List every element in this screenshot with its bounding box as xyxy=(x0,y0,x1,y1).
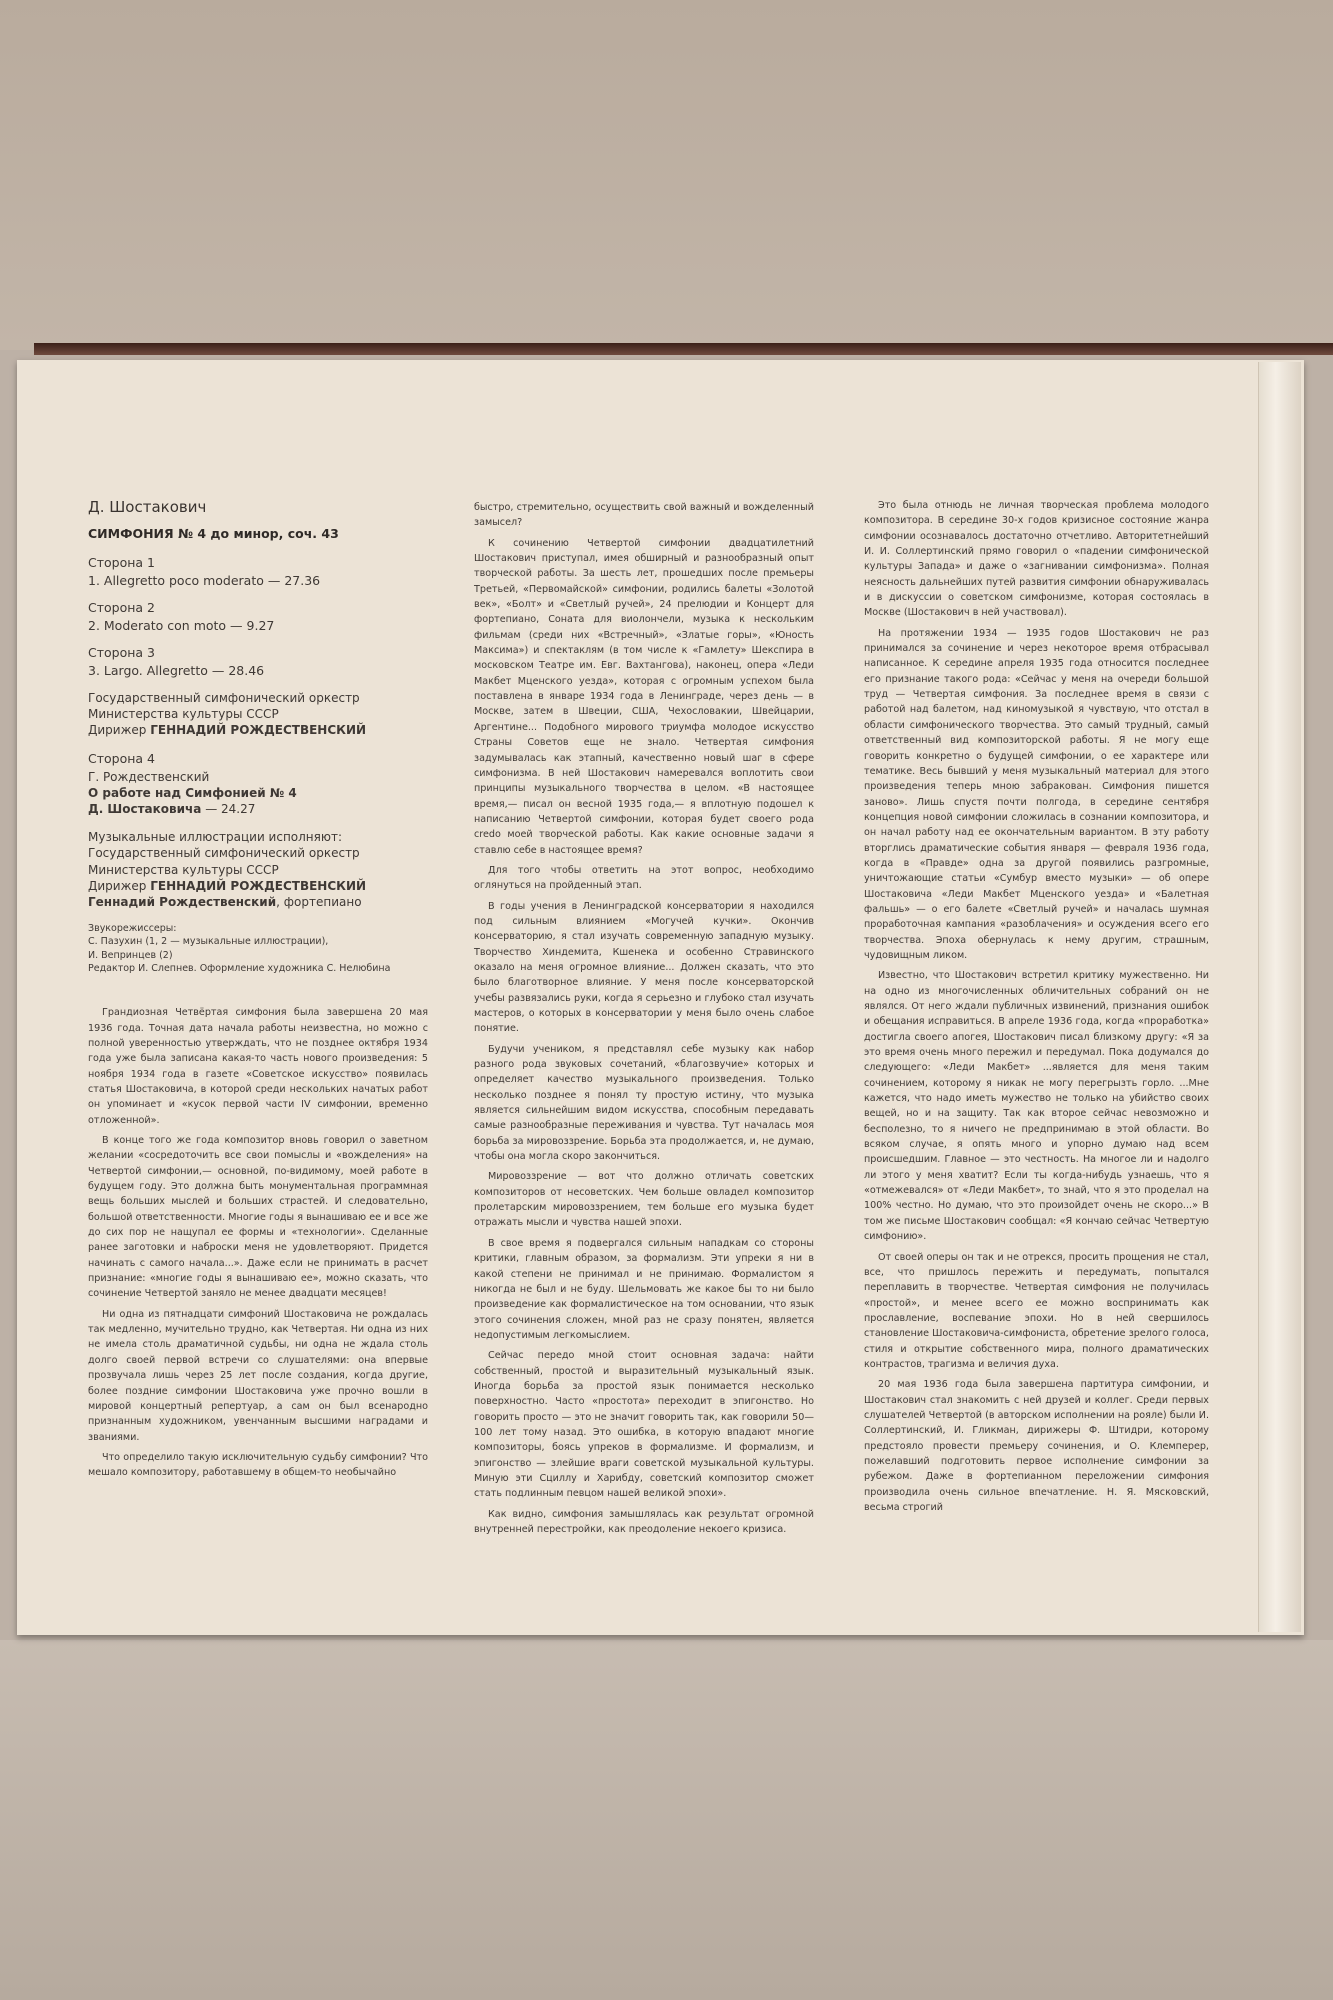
dark-shelf-edge xyxy=(34,343,1333,355)
illustrations-orchestra: Государственный симфонический оркестр xyxy=(88,846,360,861)
column-2 xyxy=(474,500,814,1537)
side-3-track: 3. Largo. Allegretto — 28.46 xyxy=(88,663,265,678)
sleeve-fold-edge xyxy=(1258,362,1301,1632)
symphony-title: СИМФОНИЯ № 4 до минор, соч. 43 xyxy=(88,526,339,541)
paragraph: Ни одна из пятнадцати симфоний Шостаковича не рождалась так медленно, мучительно трудно, как Четвертая. Ни одна из них не имела столь драматичной судьбы, ни одна не ждала столь долго своей первой встречи со слушателями: она впервые прозвучала лишь через 25 лет после создания, когда другие, более поздние симфонии Шостаковича уже прочно вошли в мировой концертный репертуар, а сам он был всенародно признанным художником, увенчанным высшими наградами и званиями. xyxy=(88,1308,428,1443)
composer-name: Д. Шостакович xyxy=(88,498,207,516)
background-top xyxy=(0,0,1333,350)
illustrations-intro: Музыкальные иллюстрации исполняют: xyxy=(88,830,343,845)
engineer-2: И. Вепринцев (2) xyxy=(88,949,173,961)
illustrations-ministry: Министерства культуры СССР xyxy=(88,862,279,877)
paragraph: Грандиозная Четвёртая симфония была завершена 20 мая 1936 года. Точная дата начала работы неизвестна, но можно с полной уверенностью утверждать, что не позднее октября 1934 года уже была записана какая-то часть нового произведения: 5 ноября 1934 года в газете «Советское искусство» появилась статья Шостаковича, в которой среди нескольких начатых работ он упоминает и «кусок первой части IV симфонии, временно отложенной». xyxy=(88,1007,428,1126)
illustrations-pianist: Геннадий Рождественский, фортепиано xyxy=(88,894,362,909)
orchestra-ministry: Министерства культуры СССР xyxy=(88,707,279,722)
orchestra-name: Государственный симфонический оркестр xyxy=(88,691,360,705)
paragraph: Как видно, симфония замышлялась как результат огромной внутренней перестройки, как преодоление некоего кризиса. xyxy=(474,1508,814,1535)
engineers-label: Звукорежиссеры: xyxy=(88,923,177,935)
side-4-label: Сторона 4 xyxy=(88,750,155,766)
background-bottom xyxy=(0,1640,1333,2000)
paragraph: Будучи учеником, я представлял себе музыку как набор разного рода звуковых сочетаний, «благозвучие» которых и определяет качество музыкального произведения. Только несколько позднее я понял ту простую истину, что музыка является сильнейшим видом искусства, способным передавать самые разнообразные переживания и чувства. Тут началась моя борьба за мировоззрение. Борьба эта продолжается, и, не думаю, чтобы она могла скоро закончиться. xyxy=(474,1043,814,1163)
side-1-label: Сторона 1 xyxy=(88,555,155,570)
side-2-track: 2. Moderato con moto — 9.27 xyxy=(88,618,275,633)
paragraph: Сейчас передо мной стоит основная задача: найти собственный, простой и выразительный музыкальный язык. Иногда борьба за простой язык понимается несколько поверхностно. Часто «простота» переходит в эпигонство. Но говорить просто — это не значит говорить так, как говорили 50—100 лет тому назад. Это ошибка, в которую впадают многие композиторы, боясь упреков в формализме. И формализм, и эпигонство — злейшие враги советской музыкальной культуры. Миную эти Сциллу и Харибду, советский композитор сможет стать подлинным певцом нашей великой эпохи». xyxy=(474,1350,814,1500)
paragraph: Известно, что Шостакович встретил критику мужественно. Ни на одно из многочисленных обличительных собраний он не являлся. От него ждали публичных извинений, признания ошибок и обещания исправиться. В апреле 1936 года, когда «проработка» достигла своего апогея, Шостакович писал близкому другу: «Я за это время очень много пережил и передумал. Пока додумался до следующего: «Леди Макбет» ...является для меня таким сочинением, которому я никак не могу перегрызть горло. ...Мне кажется, что надо иметь мужество не только на убийство своих вещей, но и на защиту. Так как второе сейчас невозможно и бесполезно, то я ничего не предпринимаю в этой области. Во всяком случае, я опять много и упорно думаю над всем происшедшим. Главное — это честность. На многое ли и надолго ли этого у меня хватит? Если ты когда-нибудь узнаешь, что я «отмежевался» от «Леди Макбет», то знай, что я это проделал на 100% честно. Но думаю, что это произойдет очень не скоро...» В том же письме Шостакович сообщал: «Я кончаю сейчас Четвертую симфонию». xyxy=(864,970,1209,1243)
paragraph: Мировоззрение — вот что должно отличать советских композиторов от несоветских. Чем больше овладел композитор пролетарским мировоззрением, тем больше его музыка будет отражать мысли и чувства нашей эпохи. xyxy=(474,1171,814,1229)
paragraph: В свое время я подвергался сильным нападкам со стороны критики, главным образом, за формализм. Эти упреки я ни в какой степени не принимал и не принимаю. Формалистом я никогда не был и не буду. Шельмовать же какое бы то ни было произведение как формалистическое на том основании, что язык этого сочинения сложен, мной раз не сразу понятен, является недопустимым легкомыслием. xyxy=(474,1237,814,1341)
col3-body-text xyxy=(864,498,1209,1515)
conductor-name: ГЕННАДИЙ РОЖДЕСТВЕНСКИЙ xyxy=(150,723,367,738)
column-3 xyxy=(864,498,1209,1515)
editor-credit: Редактор И. Слепнев. Оформление художника С. Нелюбина xyxy=(88,962,391,974)
column-1 xyxy=(88,498,428,1481)
paragraph: К сочинению Четвертой симфонии двадцатилетний Шостакович приступал, имея обширный и разнообразный опыт творческой работы. За шесть лет, прошедших после премьеры Третьей, «Первомайской» симфонии, родились балеты «Золотой век», «Болт» и «Светлый ручей», 24 прелюдии и Концерт для фортепиано, Соната для виолончели, музыка к нескольким фильмам (среди них «Встречный», «Златые горы», «Юность Максима») и спектаклям (в том числе к «Гамлету» Шекспира в московском Театре им. Евг. Вахтангова), наконец, опера «Леди Макбет Мценского уезда», которая с огромным успехом была поставлена в январе 1934 года в Ленинграде, через день — в Москве, затем в Швеции, США, Чехословакии, Швейцарии, Аргентине... Подобного мирового триумфа молодое искусство Страны Советов еще не знало. Четвертая симфония задумывалась как этапный, качественно новый шаг в сфере симфонизма. В ней Шостакович намеревался воплотить свои принципы музыкального творчества в целом. «В настоящее время,— писал он весной 1935 года,— я вплотную подошел к написанию Четвертой симфонии, которая будет своего рода credo моей творческой работы. Как какие основные задачи я ставлю себе в настоящее время? xyxy=(474,537,814,856)
side-4-work-composer: Д. Шостаковича — 24.27 xyxy=(88,801,256,816)
paragraph: На протяжении 1934 — 1935 годов Шостакович не раз принимался за сочинение и через некоторое время отбрасывал написанное. К середине апреля 1935 года относится последнее его признание такого рода: «Сейчас у меня на очереди большой труд — Четвертая симфония. За последнее время в связи с работой над балетом, над киномузыкой я чувствую, что отстал в области симфонического творчества. Это самый трудный, самый ответственный вид композиторской работы. Я не могу еще говорить конкретно о будущей симфонии, о ее характере или тематике. Весь бывший у меня музыкальный материал для этого произведения теперь мною забракован. Симфония пишется заново». Лишь спустя почти полгода, в середине сентября концепция новой симфонии сложилась в сознании композитора, и он начал работу над ее окончательным вариантом. В эту работу вторглись драматические события января — февраля 1936 года, когда в «Правде» одна за другой появились разгромные, уничтожающие статьи «Сумбур вместо музыки» — об опере Шостаковича «Леди Макбет Мценского уезда» и «Балетная фальшь» — о его балете «Светлый ручей» и началась шумная проработочная кампания «разоблачения» и осуждения всего его творчества. Эпоха обернулась к нему другим, страшным, чудовищным ликом. xyxy=(864,627,1209,961)
paragraph: В конце того же года композитор вновь говорил о заветном желании «сосредоточить все свои помыслы и «вожделения» на Четвертой симфонии,— основной, по-видимому, моей работе в будущем году. Это должна быть монументальная программная вещь больших мыслей и больших страстей. И следовательно, большой ответственности. Многие годы я вынашиваю ее и все же до сих пор не нащупал ее формы и «технологии». Сделанные ранее заготовки и наброски меня не удовлетворяют. Придется начинать с самого начала...». Даже если не принимать в расчет признание: «многие годы я вынашиваю ее», можно сказать, что сочинение Четвертой заняло не менее двадцати месяцев! xyxy=(88,1135,428,1300)
col1-body-text xyxy=(88,1005,428,1480)
paragraph: От своей оперы он так и не отрекся, просить прощения не стал, все, что пришлось пережить и передумать, попытался переплавить в творчестве. Четвертая симфония не получилась «простой», и менее всего ее можно воспринимать как прославление, воспевание эпохи. Но в ней свершилось становление Шостаковича-симфониста, обретение зрелого голоса, стиля и открытие собственного мира, полного драматических контрастов, трагизма и величия духа. xyxy=(864,1251,1209,1370)
side-3-label: Сторона 3 xyxy=(88,645,155,660)
side-4-author: Г. Рождественский xyxy=(88,769,210,784)
conductor-label: Дирижер xyxy=(88,723,147,738)
side-1-track: 1. Allegretto poco moderato — 27.36 xyxy=(88,573,321,588)
side-2-label: Сторона 2 xyxy=(88,600,155,615)
paragraph: 20 мая 1936 года была завершена партитура симфонии, и Шостакович стал знакомить с ней друзей и коллег. Среди первых слушателей Четвертой (в авторском исполнении на рояле) были И. Соллертинский, И. Гликман, дирижеры Ф. Штидри, которому предстояло провести премьеру сочинения, и О. Клемперер, пожелавший подготовить первое исполнение симфонии за рубежом. Даже в фортепианном переложении симфония производила очень сильное впечатление. Н. Я. Мясковский, весьма строгий xyxy=(864,1379,1209,1513)
paragraph: Что определило такую исключительную судьбу симфонии? Что мешало композитору, работавшему в общем-то необычайно xyxy=(88,1451,428,1479)
paragraph: Это была отнюдь не личная творческая проблема молодого композитора. В середине 30-х годов кризисное состояние жанра симфонии осознавалось достаточно отчетливо. Авторитетнейший И. И. Соллертинский прямо говорил о «падении симфонической культуры Запада» и даже о «загнивании симфонизма». Полная неясность дальнейших путей развития симфонии обнаруживалась и в дискуссии о советском симфонизме, которая состоялась в Москве (Шостакович в ней участвовал). xyxy=(864,500,1209,619)
col2-body-text xyxy=(474,500,814,1537)
conductor-line xyxy=(88,722,428,738)
engineer-1: С. Пазухин (1, 2 — музыкальные иллюстрации), xyxy=(88,936,329,948)
paragraph: Для того чтобы ответить на этот вопрос, необходимо оглянуться на пройденный этап. xyxy=(474,864,814,892)
paragraph: быстро, стремительно, осуществить свой важный и вожделенный замысел? xyxy=(474,502,814,529)
side-4-work-title: О работе над Симфонией № 4 xyxy=(88,785,297,800)
paragraph: В годы учения в Ленинградской консерватории я находился под сильным влиянием «Могучей кучки». Окончив консерваторию, я стал изучать современную западную музыку. Творчество Хиндемита, Кшенека и особенно Стравинского оказало на меня огромное влияние... Должен сказать, что это было благотворное влияние. У меня после консерваторской учебы развязались руки, когда я серьезно и глубоко стал изучать мастеров, о которых в консерватории у меня было очень слабое понятие. xyxy=(474,900,814,1035)
illustrations-conductor: Дирижер ГЕННАДИЙ РОЖДЕСТВЕНСКИЙ xyxy=(88,878,367,893)
